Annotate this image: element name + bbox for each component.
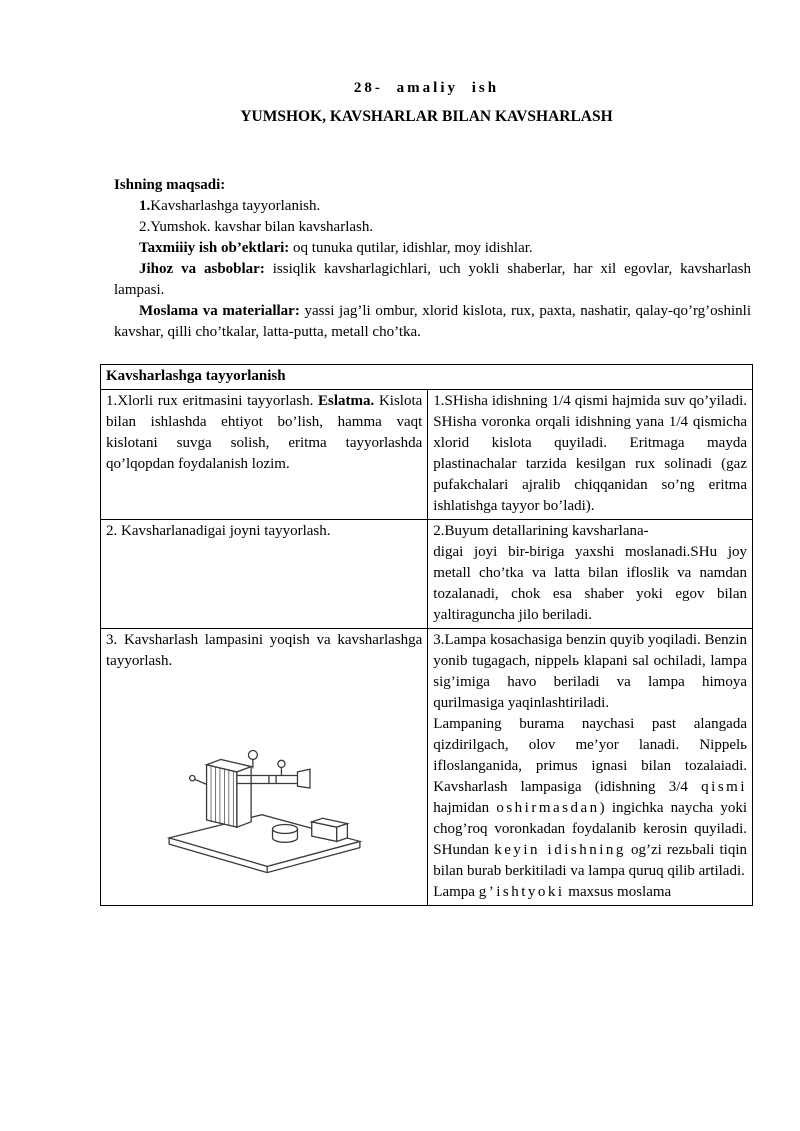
soldering-lamp-figure (162, 724, 367, 884)
row2-right-cell (428, 519, 753, 628)
objects-text: oq tunuka qutilar, idishlar, moy idishlar. (289, 239, 533, 256)
p2-segment: hajmidan (433, 799, 497, 816)
table-row (101, 389, 753, 519)
p3-segment: maxsus moslama (564, 883, 672, 900)
table-row (101, 628, 753, 905)
goal-heading: Ishning maqsadi: (114, 176, 226, 193)
row3-right-paragraph-3 (433, 882, 747, 903)
regulator-knob (278, 760, 285, 767)
pump-handle (194, 779, 206, 784)
valve-knob (248, 750, 257, 759)
materials-paragraph (114, 301, 751, 343)
materials-label: Moslama va materiallar: (139, 302, 300, 319)
page-subtitle: YUMSHOK, KAVSHARLAR BILAN KAVSHARLASH (240, 108, 613, 125)
row1-right-text: 1.SHisha idishning 1/4 qismi hajmida suv qo’yiladi. SHisha voronka orqali idishning yana 1/4 qismicha xlorid kislota quyiladi. Eritmaga mayda plastinachalar tarzida kesilgan rux solinadi (gaz pufakchalari ajralib chiqqanidan so’ng eritma ishlatishga tayyor bo’ladi). (433, 392, 747, 514)
p2-spaced-word: oshirmasdan (496, 799, 600, 816)
pump-knob (189, 775, 194, 780)
goal-item-1 (114, 196, 751, 217)
p3-segment: Lampa (433, 883, 479, 900)
row1-left-note-label: Eslatma. (318, 392, 375, 409)
row3-right-paragraph-2 (433, 714, 747, 882)
burner-nozzle (297, 769, 309, 788)
row2-right-rest: digai joyi bir-biriga yaxshi moslanadi.SHu joy metall cho’tka va latta bilan ifloslik va namdan tozalanadi, chok esa shaber yoki egov bilan yaltiraguncha jilo beriladi. (433, 543, 747, 623)
preparation-table (100, 364, 753, 906)
table-header-row (101, 364, 753, 389)
p2-segment: ) ingichka naycha yoki chog’roq voronkadan foydalanib kerosin quyiladi. SHundan (433, 799, 747, 858)
intro-section (100, 175, 753, 343)
objects-paragraph (114, 238, 751, 259)
row3-right-paragraph-1: 3.Lampa kosachasiga benzin quyib yoqiladi. Benzin yonib tugagach, nippelь klapani sal ochiladi, lampa sig’imiga havo beriladi va lampa himoya qurilmasiga yaqinlashtiriladi. (433, 631, 747, 711)
p2-spaced-word: qismi (701, 778, 747, 795)
equipment-text: issiqlik kavsharlagichlari, uch yokli shaberlar, har xil egovlar, kavsharlash lampasi. (114, 260, 751, 298)
p3-spaced-word: g’ishtyoki (478, 883, 565, 900)
objects-label: Taxmiiiy ish ob’ektlari: (139, 239, 290, 256)
goal-item-1-text: Kavsharlashga tayyorlanish. (150, 197, 321, 214)
equipment-paragraph (114, 259, 751, 301)
row2-right-text (433, 521, 747, 626)
p2-segment: og’zi rezьbali tiqin bilan burab berkitiladi va lampa quruq qilib artiladi. (433, 841, 748, 879)
row3-left-cell (101, 628, 428, 905)
goal-item-2 (114, 217, 751, 238)
row2-left-text: 2. Kavsharlanadigai joyni tayyorlash. (106, 522, 331, 539)
goal-item-2-text: 2.Yumshok. kavshar bilan kavsharlash. (139, 218, 374, 235)
row1-left-lead: 1.Xlorli rux eritmasini tayyorlash. (106, 392, 319, 409)
row1-left-text (106, 391, 422, 475)
p2-spaced-word: keyin idishning (494, 841, 626, 858)
row2-right-line1: 2.Buyum detallarining kavsharlana- (433, 522, 649, 539)
row3-right-cell (428, 628, 753, 905)
row2-left-cell (101, 519, 428, 628)
row1-left-cell (101, 389, 428, 519)
right-box-side (336, 823, 347, 841)
table-row (101, 519, 753, 628)
row1-right-cell (428, 389, 753, 519)
row1-left-rest: Kislota bilan ishlashda ehtiyot bo’lish, hamma vaqt kislotani suvga solish, eritma tayyorlashda qo’lqopdan foydalanish lozim. (106, 392, 423, 472)
figure-container (106, 724, 422, 891)
materials-text: yassi jag’li ombur, xlorid kislota, rux, paxta, nashatir, qalay-qo’rg’oshinli kavshar, qilli cho’tkalar, latta-putta, metall cho’tka. (114, 302, 752, 340)
page-title: 28- amaliy ish (353, 80, 500, 96)
goal-item-1-num: 1. (139, 197, 151, 214)
fuel-cup-rim (272, 824, 297, 833)
goal-heading-line (114, 175, 751, 196)
p2-segment: Lampaning burama naychasi past alangada qizdirilgach, olov me’yor lanadi. Nippelь ifloslanganida, primus ignasi bilan tozalaiadi. Kavsharlash lampasiga (idishning 3/4 (433, 715, 747, 795)
row3-left-text: 3. Kavsharlash lampasini yoqish va kavsharlashga tayyorlash. (106, 631, 423, 669)
equipment-label: Jihoz va asboblar: (139, 260, 265, 277)
table-header: Kavsharlashga tayyorlanish (101, 364, 753, 389)
